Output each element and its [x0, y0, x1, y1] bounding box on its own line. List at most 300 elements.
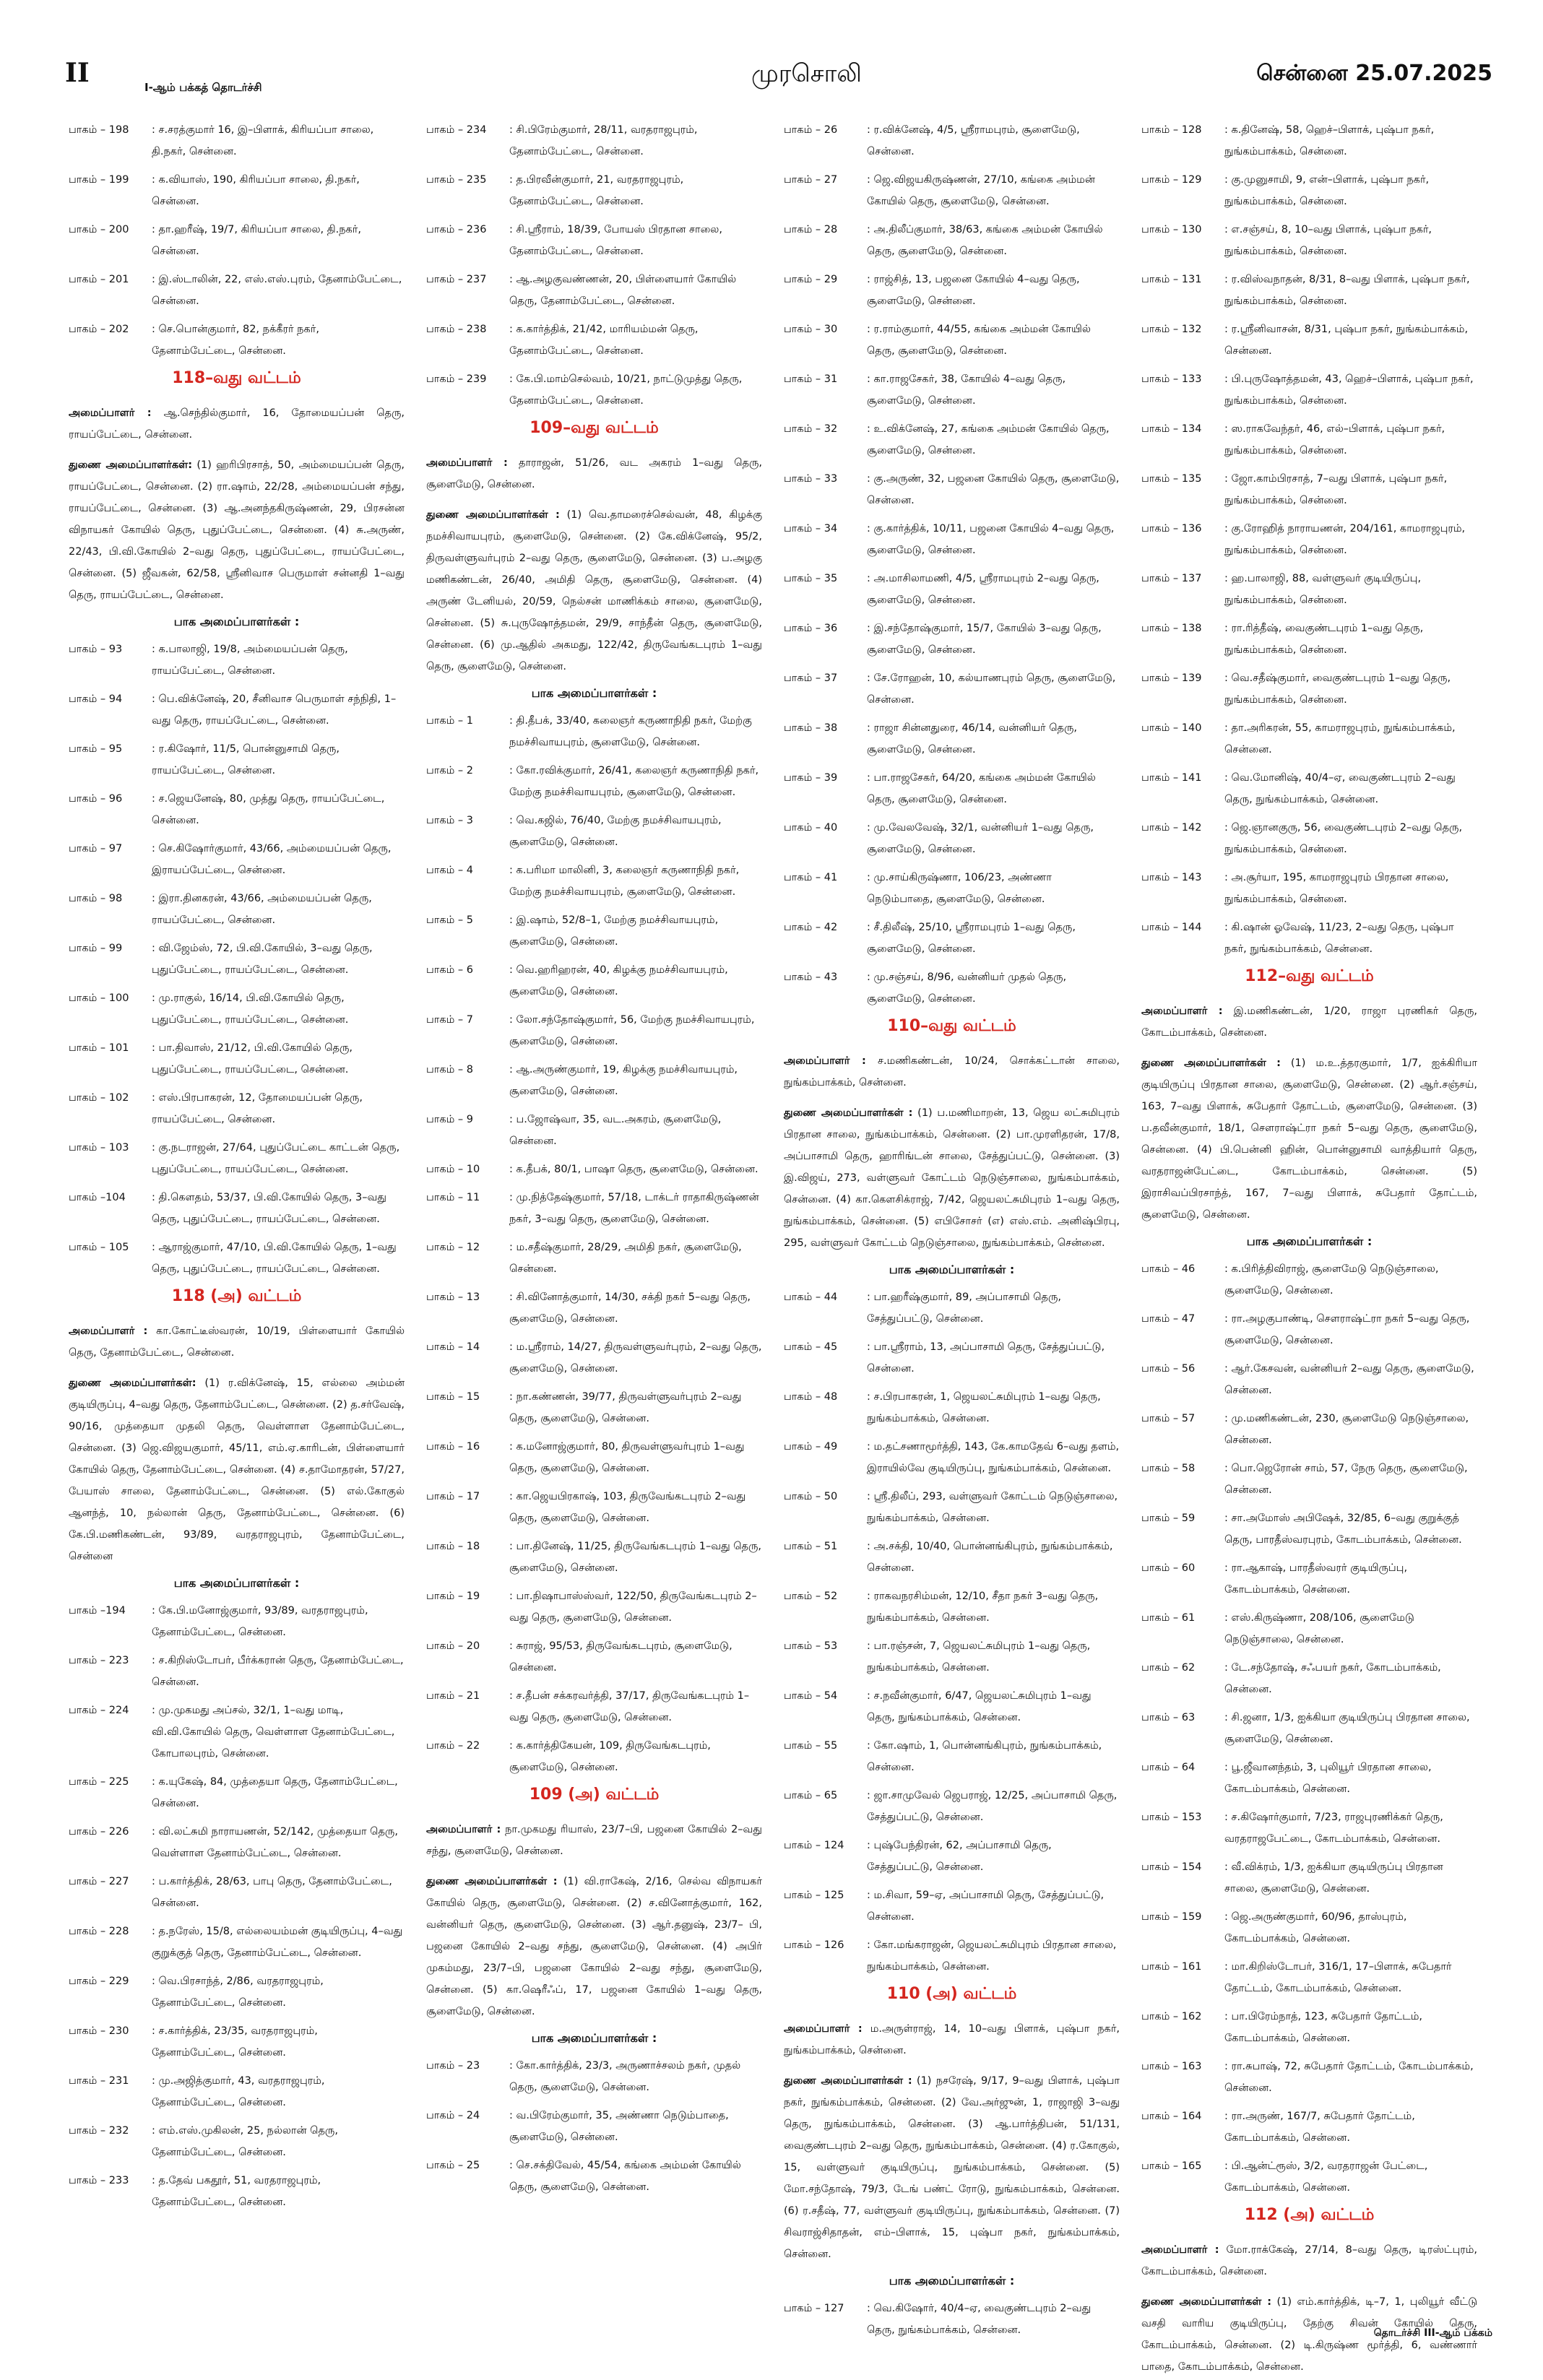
section-subheading: பாக அமைப்பாளர்கள் :: [1246, 1234, 1373, 1248]
booth-organizer: : பா.ரஞ்சன், 7, ஜெயலட்சுமிபுரம் 1–வது தெரு, நுங்கம்பாக்கம், சென்னை.: [867, 1640, 1091, 1674]
booth-entry: [426, 860, 762, 903]
booth-organizer: : ஜெ.ஞானகுரு, 56, வைகுண்டபுரம் 2–வது தெரு, நுங்கம்பாக்கம், சென்னை.: [1224, 822, 1463, 855]
booth-number: பாகம் – 99: [69, 943, 123, 954]
booth-organizer: : கு.நடராஜன், 27/64, புதுப்பேட்டை காட்டன் தெரு, புதுப்பேட்டை, ராயப்பேட்டை, சென்னை.: [152, 1142, 400, 1175]
booth-organizer: : ராஜ்சித், 13, பஜனை கோயில் 4–வது தெரு, சூளைமேடு, சென்னை.: [867, 274, 1080, 307]
booth-entry: [69, 1821, 405, 1864]
booth-entry: [1141, 2106, 1477, 2149]
booth-number: பாகம் – 140: [1141, 722, 1202, 734]
booth-organizer: : பா.பிரேம்நாத், 123, சுபேதார் தோட்டம், கோடம்பாக்கம், சென்னை.: [1224, 2011, 1423, 2044]
booth-entry: [784, 966, 1120, 1010]
booth-entry: [1141, 1258, 1477, 1302]
booth-organizer: : கா.ராஜசேகர், 38, கோயில் 4–வது தெரு, சூளைமேடு, சென்னை.: [867, 373, 1066, 407]
booth-entry: [426, 2155, 762, 2198]
booth-organizer: : ப.கார்த்திக், 28/63, பாபு தெரு, தேனாம்பேட்டை, சென்னை.: [152, 1876, 392, 1909]
booth-number: பாகம் – 60: [1141, 1562, 1196, 1574]
booth-organizer: : அ.சக்தி, 10/40, பொன்னங்கிபுரம், நுங்கம்பாக்கம், சென்னை.: [867, 1541, 1113, 1574]
booth-organizer: : லோ.சந்தோஷ்குமார், 56, மேற்கு நமச்சிவாயபுரம், சூளைமேடு, சென்னை.: [509, 1014, 755, 1047]
organizer-paragraph: [426, 504, 762, 678]
booth-organizer: : ர.ஸ்ரீனிவாசன், 8/31, புஷ்பா நகர், நுங்கம்பாக்கம், சென்னை.: [1224, 324, 1469, 357]
booth-organizer: : க.பிரித்திவிராஜ், சூளைமேடு நெடுஞ்சாலை, சூளைமேடு, சென்னை.: [1224, 1263, 1439, 1297]
booth-entry: [426, 2055, 762, 2098]
booth-organizer: : பா.திவாஸ், 21/12, பி.வி.கோயில் தெரு, புதுப்பேட்டை, ராயப்பேட்டை, சென்னை.: [152, 1042, 353, 1076]
booth-number: பாகம் – 27: [784, 174, 838, 186]
booth-number: பாகம் – 229: [69, 1976, 129, 1987]
booth-number: பாகம் – 37: [784, 672, 838, 684]
column-4: [1141, 119, 1478, 2373]
booth-number: பாகம் – 98: [69, 893, 123, 904]
organizer-paragraph: [426, 452, 762, 496]
section-subheading: பாக அமைப்பாளர்கள் :: [531, 2031, 657, 2045]
booth-number: பாகம் – 49: [784, 1441, 838, 1453]
booth-number: பாகம் – 28: [784, 224, 838, 235]
booth-number: பாகம் – 101: [69, 1042, 129, 1054]
booth-number: பாகம் – 143: [1141, 872, 1202, 883]
booth-organizer: : கோ.ஷாம், 1, பொன்னங்கிபுரம், நுங்கம்பாக்கம், சென்னை.: [867, 1740, 1102, 1773]
booth-entry: [784, 368, 1120, 412]
booth-organizer: : ச.சரத்குமார் 16, இ–பிளாக், கிரியப்பா சாலை, தி.நகர், சென்னை.: [152, 124, 374, 157]
dateline: சென்னை 25.07.2025: [1256, 61, 1492, 86]
booth-number: பாகம் – 237: [426, 274, 487, 285]
booth-number: பாகம் – 46: [1141, 1263, 1196, 1275]
booth-organizer: : கு.அருண், 32, பஜனை கோயில் தெரு, சூளைமேடு, சென்னை.: [867, 473, 1120, 506]
booth-number: பாகம் – 35: [784, 573, 838, 584]
booth-entry: [1141, 119, 1477, 163]
booth-organizer: : வெ.சதீஷ்குமார், வைகுண்டபுரம் 1–வது தெரு, நுங்கம்பாக்கம், சென்னை.: [1224, 672, 1451, 706]
booth-organizer: : ச.கிறிஸ்டோபர், பீர்க்கரான் தெரு, தேனாம்பேட்டை, சென்னை.: [152, 1655, 404, 1688]
booth-number: பாகம் – 20: [426, 1640, 480, 1652]
booth-entry: [784, 1336, 1120, 1380]
booth-organizer: : வி.லட்சுமி நாராயணன், 52/142, முத்தையா தெரு, வெள்ளாள தேனாம்பேட்டை, சென்னை.: [152, 1826, 398, 1859]
section-subheading: பாக அமைப்பாளர்கள் :: [173, 615, 300, 628]
booth-entry: [784, 717, 1120, 761]
booth-organizer: : ச.ஜெயனேஷ், 80, முத்து தெரு, ராயப்பேட்டை, சென்னை.: [152, 793, 385, 826]
booth-organizer: : பா.ஹரீஷ்குமார், 89, அப்பாசாமி தெரு, சேத்துப்பட்டு, சென்னை.: [867, 1291, 1062, 1325]
booth-organizer: : ச.தீபன் சக்கரவர்த்தி, 37/17, திருவேங்கடபுரம் 1–வது தெரு, சூளைமேடு, சென்னை.: [509, 1690, 750, 1723]
booth-entry: [784, 418, 1120, 462]
booth-organizer: : ரா.ரித்தீஷ், வைகுண்டபுரம் 1–வது தெரு, நுங்கம்பாக்கம், சென்னை.: [1224, 623, 1424, 656]
booth-entry: [69, 1650, 405, 1693]
booth-organizer: : அ.சூர்யா, 195, காமராஜபுரம் பிரதான சாலை, நுங்கம்பாக்கம், சென்னை.: [1224, 872, 1449, 905]
booth-entry: [784, 119, 1120, 163]
booth-number: பாகம் – 59: [1141, 1513, 1196, 1524]
booth-organizer: : த.தேவ் பகதூர், 51, வரதராஜபுரம், தேனாம்பேட்டை, சென்னை.: [152, 2175, 321, 2208]
booth-organizer: : பொ.ஜெரோன் சாம், 57, நேரு தெரு, சூளைமேடு, சென்னை.: [1224, 1463, 1468, 1496]
booth-entry: [426, 1585, 762, 1629]
booth-number: பாகம் – 134: [1141, 423, 1202, 435]
booth-entry: [426, 119, 762, 163]
role-details: (1) ஹரிபிரசாத், 50, அம்மையப்பன் தெரு, ராயப்பேட்டை, சென்னை. (2) ரா.ஷாம், 22/28, அம்மையப்பன் சந்து, ராயப்பேட்டை, சென்னை. (3) ஆ.அனந்தகிருஷ்ணன், 29, பிரசன்ன விநாயகர் கோயில் தெரு, புதுப்பேட்டை, சென்னை. (4) சு.அருண், 22/43, பி.வி.கோயில் 2–வது தெரு, புதுப்பேட்டை, ராயப்பேட்டை, சென்னை. (5) ஜீவகன், 62/58, ஸ்ரீனிவாச பெருமாள் சன்னதி 1–வது தெரு, ராயப்பேட்டை, சென்னை.: [69, 459, 405, 601]
booth-entry: [426, 2105, 762, 2148]
role-details: (1) ர.விக்னேஷ், 15, எல்லை அம்மன் குடியிருப்பு, 4–வது தெரு, தேனாம்பேட்டை, சென்னை. (2) த.சர்வேஷ், 90/16, முத்தையா முதலி தெரு, வெள்ளாள தேனாம்பேட்டை, சென்னை. (3) ஜெ.விஜயகுமார், 45/11, எம்.ஏ.காரிடன், பிள்ளையார் கோயில் தெரு, தேனாம்பேட்டை, சென்னை. (4) ச.தாமோதரன், 57/27, பேயாஸ் சாலை, தேனாம்பேட்டை, சென்னை. (5) எல்.கோகுல் ஆனந்த், 10, நல்லான் தெரு, தேனாம்பேட்டை, சென்னை. (6) கே.பி.மணிகண்டன், 93/89, வரதராஜபுரம், தேனாம்பேட்டை, சென்னை: [69, 1377, 405, 1562]
booth-organizer: : தி.கௌதம், 53/37, பி.வி.கோயில் தெரு, 3–வது தெரு, புதுப்பேட்டை, ராயப்பேட்டை, சென்னை.: [152, 1192, 386, 1225]
booth-entry: [69, 938, 405, 981]
booth-number: பாகம் – 42: [784, 922, 838, 933]
booth-number: பாகம் – 22: [426, 1740, 480, 1752]
booth-number: பாகம் – 15: [426, 1391, 480, 1403]
booth-entry: [426, 1109, 762, 1152]
booth-entry: [784, 219, 1120, 262]
booth-entry: [784, 319, 1120, 362]
organizer-paragraph: [1141, 2239, 1477, 2282]
booth-entry: [1141, 618, 1477, 661]
booth-entry: [69, 2170, 405, 2213]
booth-number: பாகம் – 93: [69, 644, 123, 655]
role-label: துணை அமைப்பாளர்கள் :: [784, 2075, 912, 2087]
column-1: [69, 119, 405, 2344]
booth-entry: [1141, 1657, 1477, 1700]
booth-number: பாகம் – 144: [1141, 922, 1202, 933]
booth-entry: [1141, 518, 1477, 561]
booth-number: பாகம் – 43: [784, 972, 838, 983]
booth-number: பாகம் – 55: [784, 1740, 838, 1752]
booth-number: பாகம் – 4: [426, 865, 474, 876]
booth-entry: [69, 2070, 405, 2113]
booth-entry: [1141, 1408, 1477, 1451]
role-label: துணை அமைப்பாளர்கள் :: [1141, 1057, 1281, 1069]
booth-number: பாகம் – 153: [1141, 1812, 1202, 1823]
booth-entry: [784, 867, 1120, 910]
organizer-paragraph: [69, 1372, 405, 1567]
role-label: அமைப்பாளர் :: [69, 1325, 148, 1337]
booth-number: பாகம் – 163: [1141, 2061, 1202, 2072]
role-label: துணை அமைப்பாளர்கள் :: [426, 509, 560, 521]
booth-entry: [784, 468, 1120, 511]
booth-number: பாகம் – 47: [1141, 1313, 1196, 1325]
booth-entry: [1141, 418, 1477, 462]
booth-entry: [1141, 1906, 1477, 1950]
role-label: துணை அமைப்பாளர்கள் :: [1141, 2296, 1272, 2308]
booth-number: பாகம் – 228: [69, 1926, 129, 1937]
booth-number: பாகம் – 200: [69, 224, 129, 235]
booth-organizer: : வெ.பிரசாந்த், 2/86, வரதராஜபுரம், தேனாம்பேட்டை, சென்னை.: [152, 1976, 324, 2009]
booth-organizer: : ஹ.பாலாஜி, 88, வள்ளுவர் குடியிருப்பு, நுங்கம்பாக்கம், சென்னை.: [1224, 573, 1422, 606]
booth-entry: [784, 1884, 1120, 1928]
booth-entry: [426, 710, 762, 753]
booth-entry: [426, 1436, 762, 1479]
booth-entry: [784, 1286, 1120, 1330]
role-details: (1) ப.மணிமாறன், 13, ஜெய லட்சுமிபுரம் பிரதான சாலை, நுங்கம்பாக்கம், சென்னை. (2) பா.முரளிதரன், 17/8, அப்பாசாமி தெரு, ஹாரிங்டன் சாலை, சேத்துப்பட்டு, சென்னை. (3) இ.விஜய், 273, வள்ளுவர் கோட்டம் நெடுஞ்சாலை, நுங்கம்பாக்கம், சென்னை. (4) கா.கௌசிக்ராஜ், 7/42, ஜெயலட்சுமிபுரம் 1–வது தெரு, நுங்கம்பாக்கம், சென்னை. (5) எபிசோசர் (எ) எஸ்.எம். அனிஷ்பிரபு, 295, வள்ளுவர் கோட்டம் நெடுஞ்சாலை, நுங்கம்பாக்கம், சென்னை.: [784, 1107, 1120, 1249]
booth-number: பாகம் – 201: [69, 274, 129, 285]
booth-number: பாகம் – 131: [1141, 274, 1202, 285]
booth-entry: [784, 1436, 1120, 1479]
booth-number: பாகம் – 128: [1141, 124, 1202, 136]
column-3: [784, 119, 1120, 2344]
booth-organizer: : க.கார்த்திக், 21/42, மாரியம்மன் தெரு, தேனாம்பேட்டை, சென்னை.: [509, 324, 699, 357]
booth-entry: [1141, 2056, 1477, 2099]
booth-number: பாகம் – 164: [1141, 2111, 1202, 2122]
booth-number: பாகம் – 124: [784, 1840, 844, 1851]
booth-entry: [1141, 1308, 1477, 1351]
page-section-mark: II: [65, 58, 90, 88]
booth-organizer: : வி.ஜேம்ஸ், 72, பி.வி.கோயில், 3–வது தெரு, புதுப்பேட்டை, ராயப்பேட்டை, சென்னை.: [152, 943, 373, 976]
booth-entry: [426, 1237, 762, 1280]
booth-entry: [784, 518, 1120, 561]
article-columns: [69, 119, 1478, 2373]
booth-number: பாகம் – 9: [426, 1114, 474, 1125]
booth-entry: [784, 1635, 1120, 1679]
booth-entry: [69, 1037, 405, 1081]
role-details: ஆ.செந்தில்குமார், 16, தோமையப்பன் தெரு, ராயப்பேட்டை, சென்னை.: [69, 407, 405, 441]
booth-number: பாகம் – 16: [426, 1441, 480, 1453]
booth-entry: [1141, 1707, 1477, 1750]
booth-organizer: : எம்.எஸ்.முகிலன், 25, நல்லான் தெரு, தேனாம்பேட்டை, சென்னை.: [152, 2125, 338, 2158]
booth-number: பாகம் – 8: [426, 1064, 474, 1076]
booth-number: பாகம் – 6: [426, 964, 474, 976]
booth-entry: [426, 1486, 762, 1529]
booth-organizer: : வீ.விக்ரம், 1/3, ஐக்கியா குடியிருப்பு பிரதான சாலை, சூளைமேடு, சென்னை.: [1224, 1861, 1443, 1895]
booth-organizer: : ஸ.ராகவேந்தர், 46, எல்–பிளாக், புஷ்பா நகர், நுங்கம்பாக்கம், சென்னை.: [1224, 423, 1445, 456]
booth-entry: [69, 1871, 405, 1914]
booth-number: பாகம் – 26: [784, 124, 838, 136]
booth-organizer: : தி.தீபக், 33/40, கலைஞர் கருணாநிதி நகர், மேற்கு நமச்சிவாயபுரம், சூளைமேடு, சென்னை.: [509, 715, 752, 748]
role-details: நா.முகமது ரியாஸ், 23/7–பி, பஜனை கோயில் 2–வது சந்து, சூளைமேடு, சென்னை.: [426, 1824, 762, 1857]
booth-number: பாகம் – 239: [426, 373, 487, 385]
booth-entry: [426, 1536, 762, 1579]
booth-entry: [426, 1286, 762, 1330]
booth-organizer: : த.நரேஸ், 15/8, எல்லையம்மன் குடியிருப்பு, 4–வது குறுக்குத் தெரு, தேனாம்பேட்டை, சென்னை.: [152, 1926, 403, 1959]
booth-number: பாகம் – 105: [69, 1242, 129, 1253]
booth-organizer: : ராகவநரசிம்மன், 12/10, சீதா நகர் 3–வது தெரு, நுங்கம்பாக்கம், சென்னை.: [867, 1591, 1099, 1624]
booth-number: பாகம் – 61: [1141, 1612, 1196, 1624]
role-details: (1) எம்.கார்த்திக், டி–7, 1, புலியூர் வீட்டு வசதி வாரிய குடியிருப்பு, தேற்கு சிவன் கோயில் தெரு, கோடம்பாக்கம், சென்னை. (2) டி.கிருஷ்ண மூர்த்தி, 6, வண்ணார் பாதை, கோடம்பாக்கம், சென்னை.: [1141, 2296, 1478, 2373]
organizer-paragraph: [426, 1819, 762, 1862]
role-label: அமைப்பாளர் :: [69, 407, 152, 419]
booth-entry: [784, 269, 1120, 312]
booth-organizer: : எஸ்.கிருஷ்ணா, 208/106, சூளைமேடு நெடுஞ்சாலை, சென்னை.: [1224, 1612, 1414, 1645]
booth-organizer: : கோ.மங்கராஜன், ஜெயலட்சுமிபுரம் பிரதான சாலை, நுங்கம்பாக்கம், சென்னை.: [867, 1939, 1117, 1973]
booth-organizer: : இரா.தினகரன், 43/66, அம்மையப்பன் தெரு, ராயப்பேட்டை, சென்னை.: [152, 893, 372, 926]
booth-organizer: : பி.புருஷோத்தமன், 43, ஹெச்–பிளாக், புஷ்பா நகர், நுங்கம்பாக்கம், சென்னை.: [1224, 373, 1474, 407]
booth-organizer: : கு.ரோஹித் நாராயணன், 204/161, காமராஜபுரம், நுங்கம்பாக்கம், சென்னை.: [1224, 523, 1466, 556]
booth-organizer: : பெ.விக்னேஷ், 20, சீனிவாச பெருமாள் சந்நிதி, 1–வது தெரு, ராயப்பேட்டை, சென்னை.: [152, 693, 397, 727]
booth-organizer: : சா.அமோஸ் அபிஷேக், 32/85, 6–வது குறுக்குத் தெரு, பாரதீஸ்வரபுரம், கோடம்பாக்கம், சென்னை.: [1224, 1513, 1462, 1546]
booth-organizer: : வெ.மோனிஷ், 40/4–ஏ, வைகுண்டபுரம் 2–வது தெரு, நுங்கம்பாக்கம், சென்னை.: [1224, 772, 1456, 805]
booth-organizer: : க.தினேஷ், 58, ஹெச்–பிளாக், புஷ்பா நகர், நுங்கம்பாக்கம், சென்னை.: [1224, 124, 1435, 157]
organizer-paragraph: [784, 2018, 1120, 2061]
booth-number: பாகம் – 18: [426, 1541, 480, 1552]
booth-number: பாகம் – 29: [784, 274, 838, 285]
role-details: இ.மணிகண்டன், 1/20, ராஜா புரணிகர் தெரு, கோடம்பாக்கம், சென்னை.: [1141, 1005, 1478, 1039]
booth-organizer: : சி.ஜனா, 1/3, ஐக்கியா குடியிருப்பு பிரதான சாலை, சூளைமேடு, சென்னை.: [1224, 1712, 1470, 1745]
booth-number: பாகம் – 23: [426, 2060, 480, 2072]
organizer-paragraph: [69, 402, 405, 446]
booth-number: பாகம் – 5: [426, 914, 474, 926]
booth-number: பாகம் – 19: [426, 1591, 480, 1602]
ward-heading: 109 (அ) வட்டம்: [529, 1786, 660, 1804]
booth-number: பாகம் – 230: [69, 2025, 129, 2037]
booth-entry: [1141, 667, 1477, 711]
booth-entry: [784, 1486, 1120, 1529]
booth-entry: [1141, 867, 1477, 910]
booth-entry: [69, 1600, 405, 1643]
booth-number: பாகம் – 51: [784, 1541, 838, 1552]
booth-entry: [69, 838, 405, 881]
booth-organizer: : ஜோ.காம்பிரசாத், 7–வது பிளாக், புஷ்பா நகர், நுங்கம்பாக்கம், சென்னை.: [1224, 473, 1448, 506]
booth-entry: [69, 269, 405, 312]
booth-organizer: : ர.கிஷோர், 11/5, பொன்னுசாமி தெரு, ராயப்பேட்டை, சென்னை.: [152, 743, 340, 776]
booth-organizer: : க.வியாஸ், 190, கிரியப்பா சாலை, தி.நகர், சென்னை.: [152, 174, 360, 207]
booth-organizer: : மா.கிறிஸ்டோபர், 316/1, 17–பிளாக், சுபேதார் தோட்டம், கோடம்பாக்கம், சென்னை.: [1224, 1961, 1452, 1994]
booth-organizer: : சீ.திலீஷ், 25/10, ஸ்ரீராமபுரம் 1–வது தெரு, சூளைமேடு, சென்னை.: [867, 922, 1076, 955]
booth-organizer: : ரா.அழகுபாண்டி, சௌராஷ்ட்ரா நகர் 5–வது தெரு, சூளைமேடு, சென்னை.: [1224, 1313, 1470, 1346]
organizer-paragraph: [784, 2070, 1120, 2265]
booth-number: பாகம் – 62: [1141, 1662, 1196, 1674]
booth-number: பாகம் – 130: [1141, 224, 1202, 235]
booth-entry: [1141, 717, 1477, 761]
booth-number: பாகம் – 97: [69, 843, 123, 854]
role-details: (1) நசரேஷ், 9/17, 9–வது பிளாக், புஷ்பா நகர், நுங்கம்பாக்கம், சென்னை. (2) வே.அர்ஜுன், 1, ராஜாஜி 3–வது தெரு, நுங்கம்பாக்கம், சென்னை. (3) ஆ.பார்த்திபன், 51/131, வைகுண்டபுரம் 2–வது தெரு, நுங்கம்பாக்கம், சென்னை. (4) ர.கோகுல், 15, வள்ளுவர் குடியிருப்பு, நுங்கம்பாக்கம், சென்னை. (5) மோ.சந்தோஷ், 79/3, டேங் பண்ட் ரோடு, நுங்கம்பாக்கம், சென்னை. (6) ர.சதீஷ், 77, வள்ளுவர் குடியிருப்பு, நுங்கம்பாக்கம், சென்னை. (7) சிவராஜ்சிதாதன், எம்–பிளாக், 15, புஷ்பா நகர், நுங்கம்பாக்கம், சென்னை.: [784, 2075, 1120, 2260]
booth-number: பாகம் – 40: [784, 822, 838, 834]
booth-organizer: : மு.அஜித்குமார், 43, வரதராஜபுரம், தேனாம்பேட்டை, சென்னை.: [152, 2075, 325, 2108]
booth-entry: [1141, 468, 1477, 511]
section-subheading: பாக அமைப்பாளர்கள் :: [889, 2274, 1015, 2288]
booth-organizer: : த.பிரவீன்குமார், 21, வரதராஜபுரம், தேனாம்பேட்டை, சென்னை.: [509, 174, 684, 207]
booth-entry: [1141, 917, 1477, 960]
booth-entry: [69, 169, 405, 212]
role-details: (1) வெ.தாமரைச்செல்வன், 48, கிழக்கு நமச்சிவாயபுரம், சூளைமேடு, சென்னை. (2) கே.விக்னேஷ், 95/2, திருவள்ளுவர்புரம் 2–வது தெரு, சூளைமேடு, சென்னை. (3) ப.அழகு மணிகண்டன், 26/40, அமிதி தெரு, சூளைமேடு, சென்னை. (4) அருண் டேனியல், 20/59, நெல்சன் மாணிக்கம் சாலை, சூளைமேடு, சென்னை. (5) சு.புருஷோத்தமன், 29/9, சாந்தீன் தெரு, சூளைமேடு, சென்னை. (6) மு.ஆதில் அகமது, 122/42, திருவேங்கடபுரம் 1–வது தெரு, சூளைமேடு, சென்னை.: [426, 509, 762, 672]
booth-number: பாகம் – 224: [69, 1705, 129, 1716]
booth-entry: [69, 688, 405, 732]
booth-entry: [69, 2120, 405, 2163]
booth-number: பாகம் – 142: [1141, 822, 1202, 834]
booth-organizer: : ச.நவீன்குமார், 6/47, ஜெயலட்சுமிபுரம் 1–வது தெரு, நுங்கம்பாக்கம், சென்னை.: [867, 1690, 1092, 1723]
booth-organizer: : க.மனோஜ்குமார், 80, திருவள்ளுவர்புரம் 1–வது தெரு, சூளைமேடு, சென்னை.: [509, 1441, 745, 1474]
booth-organizer: : நா.கண்ணன், 39/77, திருவள்ளுவர்புரம் 2–வது தெரு, சூளைமேடு, சென்னை.: [509, 1391, 742, 1424]
booth-entry: [784, 618, 1120, 661]
booth-number: பாகம் – 39: [784, 772, 838, 784]
booth-entry: [426, 1059, 762, 1102]
booth-organizer: : ர.ராம்குமார், 44/55, கங்கை அம்மன் கோயில் தெரு, சூளைமேடு, சென்னை.: [867, 324, 1091, 357]
ward-heading: 109–வது வட்டம்: [530, 419, 659, 437]
booth-entry: [426, 1685, 762, 1728]
booth-number: பாகம் – 161: [1141, 1961, 1202, 1973]
booth-entry: [426, 269, 762, 312]
booth-entry: [1141, 169, 1477, 212]
booth-organizer: : மு.மணிகண்டன், 230, சூளைமேடு நெடுஞ்சாலை, சென்னை.: [1224, 1413, 1469, 1446]
booth-entry: [784, 1785, 1120, 1828]
booth-organizer: : புஷ்பேந்திரன், 62, அப்பாசாமி தெரு, சேத்துப்பட்டு, சென்னை.: [867, 1840, 1052, 1873]
booth-organizer: : ஆ.அழகுவண்ணன், 20, பிள்ளையார் கோயில் தெரு, தேனாம்பேட்டை, சென்னை.: [509, 274, 737, 307]
booth-organizer: : கே.பி.மாம்செல்வம், 10/21, நாட்டுமுத்து தெரு, தேனாம்பேட்டை, சென்னை.: [509, 373, 743, 407]
booth-number: பாகம் – 7: [426, 1014, 474, 1026]
booth-number: பாகம் – 31: [784, 373, 838, 385]
continuation-note: I-ஆம் பக்கத் தொடர்ச்சி: [144, 81, 262, 94]
ward-heading: 118 (அ) வட்டம்: [171, 1287, 302, 1305]
booth-number: பாகம் – 48: [784, 1391, 838, 1403]
booth-number: பாகம் – 159: [1141, 1911, 1202, 1923]
booth-number: பாகம் – 133: [1141, 373, 1202, 385]
role-label: அமைப்பாளர் :: [426, 457, 508, 469]
booth-entry: [1141, 2155, 1477, 2199]
booth-organizer: : க.தீபக், 80/1, பாஷா தெரு, சூளைமேடு, சென்னை.: [509, 1164, 758, 1175]
booth-number: பாகம் – 238: [426, 324, 487, 335]
booth-organizer: : மு.நித்தேஷ்குமார், 57/18, டாக்டர் ராதாகிருஷ்ணன் நகர், 3–வது தெரு, சூளைமேடு, சென்னை.: [509, 1192, 759, 1225]
booth-organizer: : இ.ஷாம், 52/8–1, மேற்கு நமச்சிவாயபுரம், சூளைமேடு, சென்னை.: [509, 914, 719, 948]
booth-number: பாகம் – 202: [69, 324, 129, 335]
booth-number: பாகம் – 94: [69, 693, 123, 705]
booth-entry: [1141, 219, 1477, 262]
role-label: துணை அமைப்பாளர்கள் :: [426, 1876, 558, 1887]
booth-number: பாகம் – 137: [1141, 573, 1202, 584]
booth-number: பாகம் – 129: [1141, 174, 1202, 186]
booth-organizer: : பா.ராஜசேகர், 64/20, கங்கை அம்மன் கோயில் தெரு, சூளைமேடு, சென்னை.: [867, 772, 1096, 805]
booth-entry: [784, 169, 1120, 212]
ward-heading: 110–வது வட்டம்: [887, 1017, 1016, 1035]
booth-organizer: : ம.சதீஷ்குமார், 28/29, அமிதி நகர், சூளைமேடு, சென்னை.: [509, 1242, 742, 1275]
booth-number: பாகம் – 64: [1141, 1762, 1196, 1773]
booth-organizer: : ம.சிவா, 59–ஏ, அப்பாசாமி தெரு, சேத்துப்பட்டு, சென்னை.: [867, 1890, 1105, 1923]
role-details: ச.மணிகண்டன், 10/24, சொக்கட்டான் சாலை, நுங்கம்பாக்கம், சென்னை.: [784, 1055, 1120, 1089]
booth-entry: [784, 767, 1120, 810]
booth-organizer: : ம.தட்சணாமூர்த்தி, 143, கே.காமதேவ் 6–வது தளம், இராயில்வே குடியிருப்பு, நுங்கம்பாக்கம், சென்னை.: [867, 1441, 1120, 1474]
booth-organizer: : கி.ஷான் ஓவேஷ், 11/23, 2–வது தெரு, புஷ்பா நகர், நுங்கம்பாக்கம், சென்னை.: [1224, 922, 1454, 955]
booth-entry: [1141, 568, 1477, 611]
role-label: அமைப்பாளர் :: [1141, 1005, 1223, 1017]
role-details: ம.அருள்ராஜ், 14, 10–வது பிளாக், புஷ்பா நகர், நுங்கம்பாக்கம், சென்னை.: [784, 2023, 1120, 2056]
booth-organizer: : ப.ஜோஷ்வா, 35, வட.அகரம், சூளைமேடு, சென்னை.: [509, 1114, 722, 1147]
role-label: அமைப்பாளர் :: [784, 2023, 863, 2035]
ward-heading: 112 (அ) வட்டம்: [1244, 2206, 1375, 2224]
section-subheading: பாக அமைப்பாளர்கள் :: [531, 686, 657, 700]
role-details: (1) வி.ராகேஷ், 2/16, செல்வ விநாயகர் கோயில் தெரு, சூளைமேடு, சென்னை. (2) ச.வினோத்குமார், 162, வன்னியர் தெரு, சூளைமேடு, சென்னை. (3) ஆர்.தனுஷ், 23/7– பி, பஜனை கோயில் 2–வது சந்து, சூளைமேடு, சென்னை. (4) அபிர் முகம்மது, 23/7–பி, பஜனை கோயில் 2–வது சந்து, சூளைமேடு, சென்னை. (5) கா.ஷெரீஃப், 17, பஜனை கோயில் 1–வது தெரு, சூளைமேடு, சென்னை.: [426, 1876, 762, 2017]
booth-entry: [784, 568, 1120, 611]
booth-entry: [784, 2298, 1120, 2341]
booth-organizer: : ம.ஸ்ரீராம், 14/27, திருவள்ளுவர்புரம், 2–வது தெரு, சூளைமேடு, சென்னை.: [509, 1341, 762, 1375]
booth-number: பாகம் – 1: [426, 715, 474, 727]
booth-number: பாகம் – 12: [426, 1242, 480, 1253]
booth-entry: [1141, 1358, 1477, 1401]
booth-organizer: : சி.பிரேம்குமார், 28/11, வரதராஜபுரம், தேனாம்பேட்டை, சென்னை.: [509, 124, 698, 157]
booth-organizer: : ர.விக்னேஷ், 4/5, ஸ்ரீராமபுரம், சூளைமேடு, சென்னை.: [867, 124, 1080, 157]
booth-entry: [1141, 1806, 1477, 1850]
booth-entry: [1141, 1856, 1477, 1900]
booth-organizer: : வெ.ஹரிஹரன், 40, கிழக்கு நமச்சிவாயபுரம், சூளைமேடு, சென்னை.: [509, 964, 728, 998]
booth-entry: [426, 810, 762, 853]
booth-number: பாகம் – 2: [426, 765, 474, 776]
booth-entry: [784, 1536, 1120, 1579]
booth-organizer: : கோ.கார்த்திக், 23/3, அருணாச்சலம் நகர், முதல் தெரு, சூளைமேடு, சென்னை.: [509, 2060, 741, 2093]
booth-number: பாகம் – 132: [1141, 324, 1202, 335]
booth-organizer: : க.பாலாஜி, 19/8, அம்மையப்பன் தெரு, ராயப்பேட்டை, சென்னை.: [152, 644, 348, 677]
booth-entry: [784, 1735, 1120, 1778]
role-details: கா.கோட்டீஸ்வரன், 10/19, பிள்ளையார் கோயில் தெரு, தேனாம்பேட்டை, சென்னை.: [69, 1325, 405, 1359]
booth-number: பாகம் – 34: [784, 523, 838, 535]
booth-organizer: : டே.சந்தோஷ், சஃபயர் நகர், கோடம்பாக்கம், சென்னை.: [1224, 1662, 1441, 1695]
booth-organizer: : ஜெ.அருண்குமார், 60/96, தாஸ்புரம், கோடம்பாக்கம், சென்னை.: [1224, 1911, 1407, 1944]
role-details: மோ.ராக்கேஷ், 27/14, 8–வது தெரு, டிரஸ்ட்புரம், கோடம்பாக்கம், சென்னை.: [1141, 2244, 1478, 2277]
booth-organizer: : கோ.ரவிக்குமார், 26/41, கலைஞர் கருணாநிதி நகர், மேற்கு நமச்சிவாயபுரம், சூளைமேடு, சென்னை.: [509, 765, 759, 798]
booth-organizer: : உ.விக்னேஷ், 27, கங்கை அம்மன் கோயில் தெரு, சூளைமேடு, சென்னை.: [867, 423, 1110, 456]
booth-number: பாகம் – 17: [426, 1491, 480, 1502]
booth-organizer: : செ.பொன்குமார், 82, நக்கீரர் நகர், தேனாம்பேட்டை, சென்னை.: [152, 324, 319, 357]
booth-organizer: : அ.மாசிலாமணி, 4/5, ஸ்ரீராமபுரம் 2–வது தெரு, சூளைமேடு, சென்னை.: [867, 573, 1099, 606]
booth-organizer: : ஆராஜ்குமார், 47/10, பி.வி.கோயில் தெரு, 1–வது தெரு, புதுப்பேட்டை, ராயப்பேட்டை, சென்னை.: [152, 1242, 397, 1275]
role-label: துணை அமைப்பாளர்கள்:: [69, 1377, 196, 1389]
booth-entry: [1141, 1507, 1477, 1551]
organizer-paragraph: [784, 1102, 1120, 1254]
booth-number: பாகம் – 126: [784, 1939, 844, 1951]
booth-organizer: : ரா.அருண், 167/7, சுபேதார் தோட்டம், கோடம்பாக்கம், சென்னை.: [1224, 2111, 1415, 2144]
booth-number: பாகம் – 65: [784, 1790, 838, 1801]
booth-organizer: : சி.வினோத்குமார், 14/30, சக்தி நகர் 5–வது தெரு, சூளைமேடு, சென்னை.: [509, 1291, 751, 1325]
role-details: (1) ம.உ.த்தரகுமார், 1/7, ஐக்கிரியா குடியிருப்பு பிரதான சாலை, சூளைமேடு, சென்னை. (2) ஆர்.சஞ்சய், 163, 7–வது பிளாக், சுபேதார் தோட்டம், சூளைமேடு, சென்னை. (3) ப.தவீன்குமார், 18/1, சௌராஷ்ட்ரா நகர் 5–வது தெரு, சூளைமேடு, சென்னை. (4) பி.பென்னி ஹின், பொன்னுசாமி வாத்தியார் தெரு, வரதராஜன்பேட்டை, கோடம்பாக்கம், சென்னை. (5) இராசிவப்பிரசாந்த், 167, 7–வது பிளாக், சுபேதார் தோட்டம், சூளைமேடு, சென்னை.: [1141, 1057, 1478, 1221]
booth-number: பாகம் – 136: [1141, 523, 1202, 535]
booth-number: பாகம் – 235: [426, 174, 487, 186]
booth-entry: [69, 1921, 405, 1964]
booth-organizer: : பா.ஸ்ரீராம், 13, அப்பாசாமி தெரு, சேத்துப்பட்டு, சென்னை.: [867, 1341, 1105, 1375]
booth-entry: [426, 959, 762, 1003]
